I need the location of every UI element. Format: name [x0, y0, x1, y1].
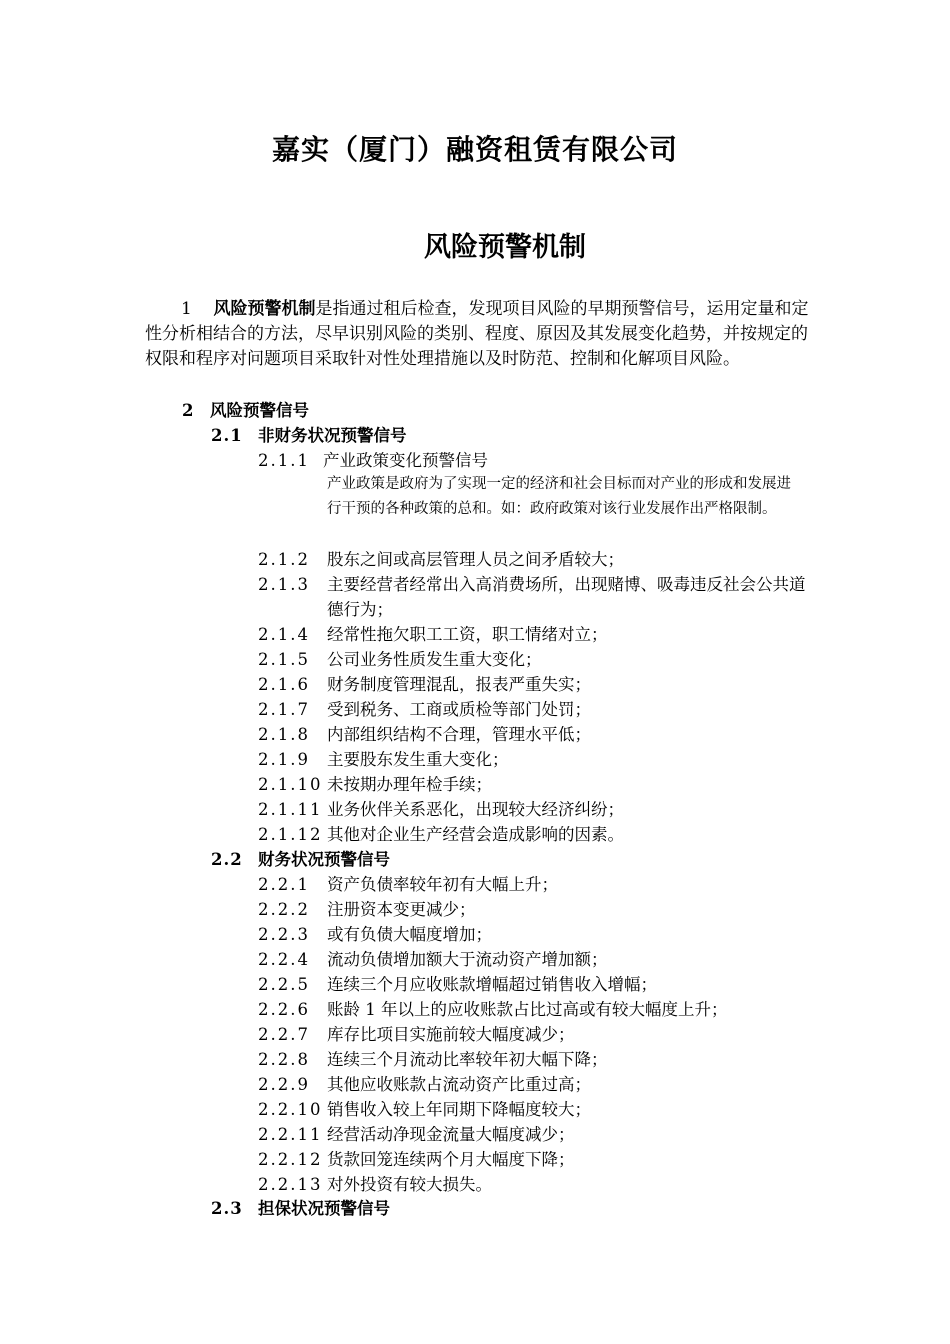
item-number: 2.1.7 — [258, 700, 310, 719]
item-number: 2.1.6 — [258, 675, 310, 694]
subsection-number: 2.2 — [211, 850, 243, 869]
list-item — [258, 972, 657, 997]
list-item — [258, 622, 608, 647]
item-number: 2.2.8 — [258, 1050, 310, 1069]
section-number: 2 — [182, 401, 194, 420]
list-item — [258, 1147, 575, 1172]
item-label: 其他应收账款占流动资产比重过高； — [327, 1075, 591, 1094]
item-label: 注册资本变更减少； — [327, 900, 476, 919]
list-item — [258, 1022, 575, 1047]
item-number: 2.2.3 — [258, 925, 310, 944]
item-label: 公司业务性质发生重大变化； — [327, 650, 542, 669]
item-label: 销售收入较上年同期下降幅度较大； — [327, 1100, 591, 1119]
item-number: 2.1.10 — [258, 775, 323, 794]
list-item — [258, 872, 558, 897]
item-label: 产业政策变化预警信号 — [323, 451, 488, 470]
item-label: 股东之间或高层管理人员之间矛盾较大； — [327, 550, 624, 569]
subsection-label: 财务状况预警信号 — [258, 850, 390, 869]
subsection-label: 非财务状况预警信号 — [258, 426, 407, 445]
item-number: 2.1.4 — [258, 625, 310, 644]
list-item — [258, 722, 591, 747]
intro-text: 是指通过租后检查，发现项目风险的早期预警信号，运用定量和定性分析相结合的方法，尽早识别风险的类别、程度、原因及其发展变化趋势，并按规定的权限和程序对问题项目采取针对性处理措施以及时防范、控制和化解项目风险。 — [145, 299, 809, 369]
item-number: 2.2.2 — [258, 900, 310, 919]
company-name: 嘉实（厦门）融资租赁有限公司 — [271, 133, 678, 166]
item-number: 2.1.5 — [258, 650, 310, 669]
list-item — [258, 947, 608, 972]
list-item — [258, 547, 624, 572]
list-item — [258, 672, 591, 697]
item-label: 内部组织结构不合理，管理水平低； — [327, 725, 591, 744]
list-item — [258, 1047, 608, 1072]
item-label: 货款回笼连续两个月大幅度下降； — [327, 1150, 575, 1169]
item-label: 经营活动净现金流量大幅度减少； — [327, 1125, 575, 1144]
item-number: 2.1.9 — [258, 750, 310, 769]
subsection-number: 2.3 — [211, 1199, 243, 1218]
item-label: 流动负债增加额大于流动资产增加额； — [327, 950, 608, 969]
subsection-heading — [211, 847, 390, 872]
item-label: 资产负债率较年初有大幅上升； — [327, 875, 558, 894]
item-label: 或有负债大幅度增加； — [327, 925, 492, 944]
intro-number: 1 — [181, 299, 192, 319]
subsection-heading — [211, 1196, 390, 1221]
item-label: 库存比项目实施前较大幅度减少； — [327, 1025, 575, 1044]
item-label: 未按期办理年检手续； — [327, 775, 492, 794]
policy-note: 产业政策是政府为了实现一定的经济和社会目标而对产业的形成和发展进行干预的各种政策的总和。如：政府政策对该行业发展作出严格限制。 — [327, 476, 791, 517]
item-label: 连续三个月流动比率较年初大幅下降； — [327, 1050, 608, 1069]
item-number: 2.2.13 — [258, 1175, 323, 1194]
document-title: 风险预警机制 — [424, 232, 586, 263]
list-item — [258, 697, 591, 722]
item-number: 2.2.4 — [258, 950, 310, 969]
item-number: 2.2.10 — [258, 1100, 323, 1119]
intro-term: 风险预警机制 — [213, 299, 316, 319]
item-label: 受到税务、工商或质检等部门处罚； — [327, 700, 591, 719]
item-number: 2.1.3 — [258, 575, 310, 594]
item-number: 2.2.6 — [258, 1000, 310, 1019]
item-label: 连续三个月应收账款增幅超过销售收入增幅； — [327, 975, 657, 994]
list-item — [258, 1097, 591, 1122]
subsection-number: 2.1 — [211, 426, 243, 445]
item-label: 主要股东发生重大变化； — [327, 750, 509, 769]
list-item — [258, 1122, 575, 1147]
list-item — [258, 1072, 591, 1097]
item-number: 2.2.5 — [258, 975, 310, 994]
item-label: 其他对企业生产经营会造成影响的因素。 — [327, 825, 624, 844]
item-number: 2.1.2 — [258, 550, 310, 569]
section-heading — [182, 398, 309, 423]
item-label: 财务制度管理混乱，报表严重失实； — [327, 675, 591, 694]
item-number: 2.1.1 — [258, 451, 310, 470]
list-item — [258, 822, 624, 847]
list-item — [258, 997, 728, 1022]
list-item — [258, 797, 624, 822]
section-label: 风险预警信号 — [210, 401, 309, 420]
list-item — [258, 572, 327, 597]
item-number: 2.2.1 — [258, 875, 310, 894]
subsection-label: 担保状况预警信号 — [258, 1199, 390, 1218]
item-label: 对外投资有较大损失。 — [327, 1175, 492, 1194]
intro-paragraph — [145, 297, 813, 372]
item-number: 2.1.12 — [258, 825, 323, 844]
item-label-wrapped: 主要经营者经常出入高消费场所，出现赌博、吸毒违反社会公共道德行为； — [327, 575, 806, 619]
item-number: 2.1.11 — [258, 800, 323, 819]
list-item — [258, 647, 542, 672]
list-item — [258, 1172, 492, 1197]
item-number: 2.1.8 — [258, 725, 310, 744]
list-item — [258, 922, 492, 947]
item-label: 经常性拖欠职工工资，职工情绪对立； — [327, 625, 608, 644]
list-item — [258, 772, 492, 797]
list-item — [258, 747, 509, 772]
item-number: 2.2.12 — [258, 1150, 323, 1169]
list-item — [258, 448, 488, 473]
subsection-heading — [211, 423, 407, 448]
item-number: 2.2.7 — [258, 1025, 310, 1044]
item-number: 2.2.9 — [258, 1075, 310, 1094]
item-label: 账龄 1 年以上的应收账款占比过高或有较大幅度上升； — [327, 1000, 728, 1019]
item-number: 2.2.11 — [258, 1125, 323, 1144]
list-item — [258, 897, 476, 922]
item-label: 业务伙伴关系恶化，出现较大经济纠纷； — [327, 800, 624, 819]
